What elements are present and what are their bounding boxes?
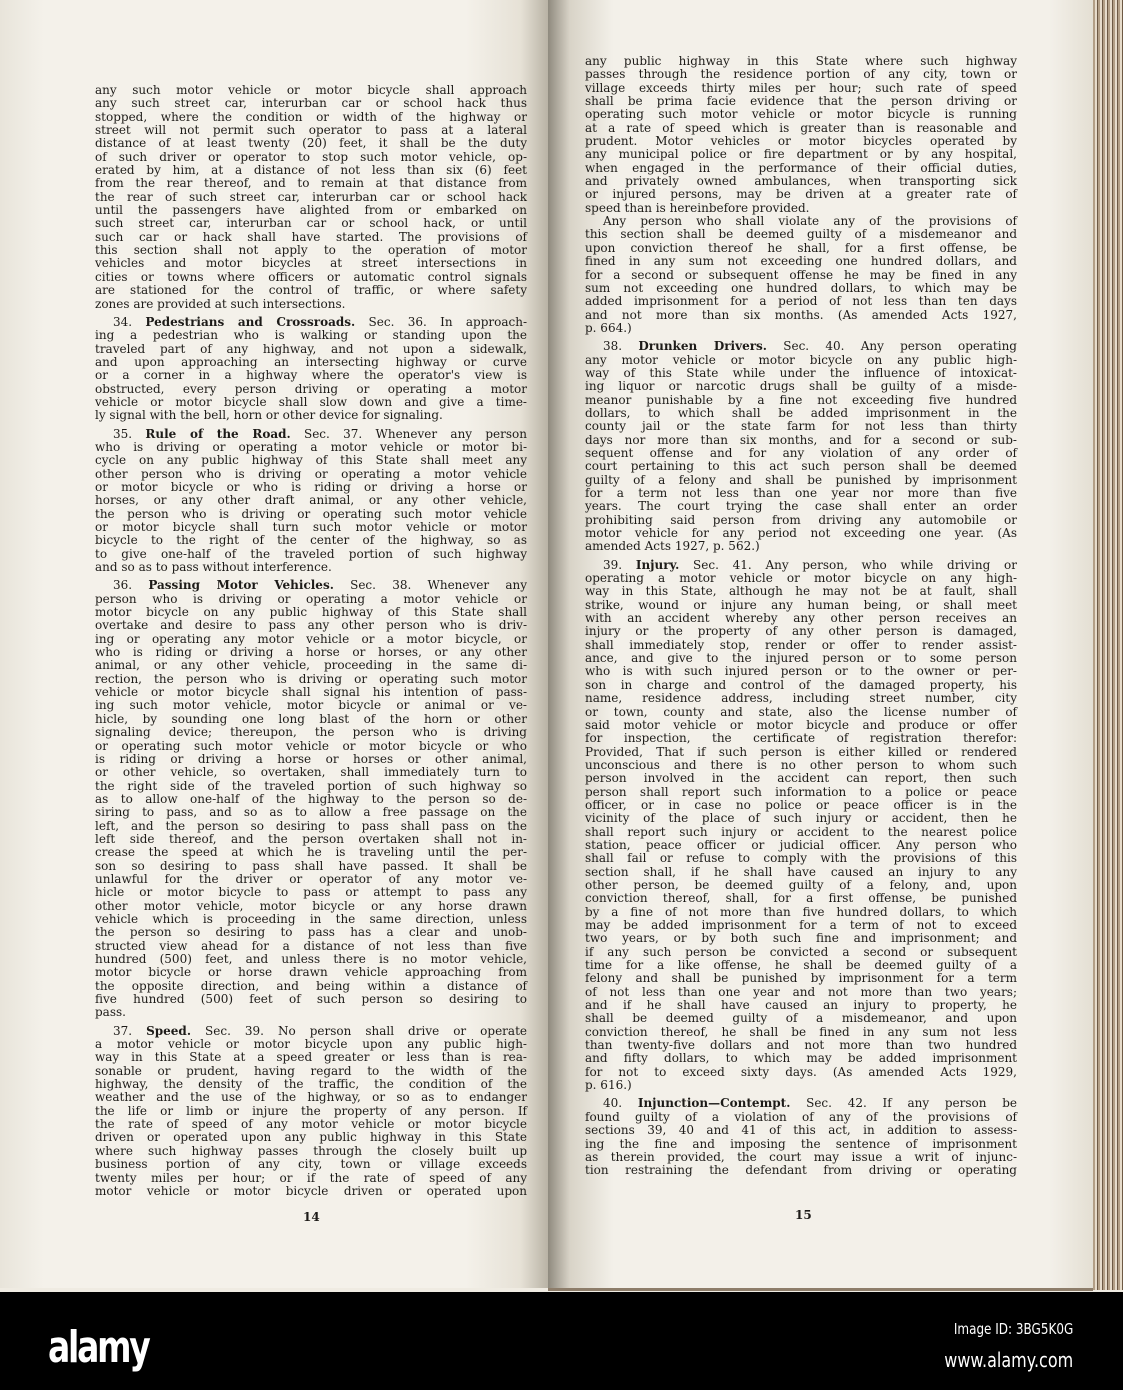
text-line: and not more than six months. (As amended Acts 1927, bbox=[585, 307, 1017, 322]
section-paragraph bbox=[585, 559, 1017, 1093]
text-line: and upon approaching an intersecting highway or curve bbox=[95, 354, 527, 369]
text-line: the life or limb or injure the property of any person. If bbox=[95, 1103, 527, 1118]
section-number: 35. bbox=[113, 426, 133, 441]
text-line: by a fine of not more than five hundred dollars, to which bbox=[585, 904, 1017, 919]
text-line: this section shall not apply to the operation of motor bbox=[95, 243, 527, 258]
text-line: sonable or prudent, having regard to the width of the bbox=[95, 1063, 527, 1078]
line-text: Sec. 42. If any person be bbox=[790, 1096, 1017, 1111]
text-line: or motor bicycle shall turn such motor vehicle or motor bbox=[95, 520, 527, 534]
text-line: prudent. Motor vehicles or motor bicycles operated by bbox=[585, 134, 1017, 149]
text-line: the rear of such street car, interurban car or school hack bbox=[95, 189, 527, 204]
text-line: the rate of speed of any motor vehicle or motor bicycle bbox=[95, 1117, 527, 1132]
text-line: or other vehicle, so overtaken, shall immediately turn to bbox=[95, 765, 527, 780]
text-line: and if he shall have caused an injury to property, he bbox=[585, 998, 1017, 1013]
text-line: motor bicycle on any public highway of this State shall bbox=[95, 605, 527, 620]
text-line: for inspection, the certificate of registration therefor: bbox=[585, 731, 1017, 746]
text-line: added imprisonment for a period of not less than ten days bbox=[585, 294, 1017, 309]
text-line: such car or hack shall have started. The provisions of bbox=[95, 229, 527, 244]
text-line: ing liquor or narcotic drugs shall be guilty of a misde- bbox=[585, 379, 1017, 394]
text-line bbox=[95, 428, 527, 441]
text-line: other person who is driving or operating a motor vehicle bbox=[95, 466, 527, 481]
text-line: any motor vehicle or motor bicycle on any public high- bbox=[585, 352, 1017, 367]
text-line: time for a like offense, he shall be deemed guilty of a bbox=[585, 958, 1017, 973]
text-line: hicle, by sounding one long blast of the horn or other bbox=[95, 711, 527, 726]
text-line bbox=[585, 559, 1017, 572]
text-line: business portion of any city, town or village exceeds bbox=[95, 1157, 527, 1172]
text-line: for a term not less than one year nor more than five bbox=[585, 486, 1017, 500]
text-line: and so as to pass without interference. bbox=[95, 560, 332, 575]
text-line: other person, be deemed guilty of a felony, and, upon bbox=[585, 877, 1017, 892]
text-line: such street car, interurban car or school hack, or until bbox=[95, 216, 527, 231]
text-line: weather and the use of the highway, or so as to endanger bbox=[95, 1090, 527, 1105]
text-line: unconscious and there is no other person to whom such bbox=[585, 757, 1017, 772]
text-line: village exceeds thirty miles per hour; such rate of speed bbox=[585, 80, 1017, 95]
text-line: highway, the density of the traffic, the condition of the bbox=[95, 1077, 527, 1092]
text-line: two years, or by both such fine and imprisonment; and bbox=[585, 931, 1017, 946]
line-text: Sec. 41. Any person, who while driving or bbox=[679, 557, 1017, 572]
text-line: street will not permit such operator to pass at a lateral bbox=[95, 123, 527, 138]
section-heading: Injunction—Contempt. bbox=[637, 1096, 791, 1111]
text-line: five hundred (500) feet of such person so desiring to bbox=[95, 992, 527, 1007]
text-line: ing or operating any motor vehicle or a motor bicycle, or bbox=[95, 631, 527, 646]
text-line: son so desiring to pass shall have passed. It shall be bbox=[95, 858, 527, 873]
text-line: way in this State at a speed greater or less than is rea- bbox=[95, 1050, 527, 1065]
section-heading: Speed. bbox=[146, 1023, 192, 1038]
page-number: 14 bbox=[303, 1210, 320, 1224]
text-line: motor vehicle or motor bicycle driven or operated upon bbox=[95, 1183, 527, 1198]
text-line: who is driving or operating a motor vehicle or motor bi- bbox=[95, 439, 527, 454]
text-line: at a rate of speed which is greater than is reasonable and bbox=[585, 120, 1017, 135]
paragraph bbox=[95, 84, 527, 311]
text-line: who is riding or driving a horse or horses, or any other bbox=[95, 645, 527, 660]
text-line: conviction thereof, shall, for a first offense, be punished bbox=[585, 891, 1017, 906]
line-text: Sec. 38. Whenever any bbox=[333, 578, 527, 593]
text-line: to give one-half of the traveled portion of such highway bbox=[95, 546, 527, 561]
text-line: or town, county and state, also the license number of bbox=[585, 704, 1017, 719]
text-line: guilty of a felony and shall be punished by imprisonment bbox=[585, 472, 1017, 487]
line-text: Sec. 37. Whenever any person bbox=[290, 426, 528, 441]
left-page bbox=[0, 0, 548, 1288]
text-line: person involved in the accident can report, then such bbox=[585, 771, 1017, 786]
text-line: shall report such injury or accident to the nearest police bbox=[585, 824, 1017, 839]
text-line: if any such person be convicted a second or subsequent bbox=[585, 944, 1017, 959]
text-line: stopped, where the condition or width of the highway or bbox=[95, 109, 527, 124]
section-heading: Injury. bbox=[635, 557, 680, 572]
text-line: with an accident whereby any other person receives an bbox=[585, 611, 1017, 626]
text-line: until the passengers have alighted from or embarked on bbox=[95, 203, 527, 218]
text-line: pass. bbox=[95, 1005, 126, 1020]
text-line: shall be prima facie evidence that the person driving or bbox=[585, 94, 1017, 109]
section-heading: Pedestrians and Crossroads. bbox=[145, 314, 356, 329]
text-line: said motor vehicle or motor bicycle and produce or offer bbox=[585, 717, 1017, 732]
section-paragraph bbox=[95, 316, 527, 423]
text-line: officer, or in case no police or peace officer is in the bbox=[585, 797, 1017, 812]
text-line: section shall, if he shall have caused an injury to any bbox=[585, 864, 1017, 879]
text-line: operating such motor vehicle or motor bicycle is running bbox=[585, 107, 1017, 122]
text-line: ing a pedestrian who is walking or standing upon the bbox=[95, 328, 527, 343]
text-line: sum not exceeding one hundred dollars, to which may be bbox=[585, 280, 1017, 295]
text-line: traveled part of any highway, and not upon a sidewalk, bbox=[95, 341, 527, 356]
section-heading: Rule of the Road. bbox=[145, 426, 291, 441]
section-heading: Passing Motor Vehicles. bbox=[148, 578, 334, 593]
text-line: any such motor vehicle or motor bicycle shall approach bbox=[95, 83, 527, 97]
text-line: motor vehicle for any period not exceeding one year. (As bbox=[585, 526, 1017, 541]
text-line: of such driver or operator to stop such motor vehicle, op- bbox=[95, 149, 527, 164]
text-line: son in charge and control of the damaged property, his bbox=[585, 677, 1017, 692]
text-line: vicinity of the place of such injury or accident, then he bbox=[585, 811, 1017, 826]
text-line: ly signal with the bell, horn or other device for signaling. bbox=[95, 408, 443, 423]
text-line: operating a motor vehicle or motor bicycle on any high- bbox=[585, 571, 1017, 586]
text-line: and privately owned ambulances, when transporting sick bbox=[585, 174, 1017, 189]
text-line: fined in any sum not exceeding one hundred dollars, and bbox=[585, 254, 1017, 269]
text-line: amended Acts 1927, p. 562.) bbox=[585, 539, 760, 554]
page-number: 15 bbox=[795, 1208, 812, 1222]
text-line: signaling device; thereupon, the person who is driving bbox=[95, 725, 527, 740]
text-line: vehicle which is proceeding in the same direction, unless bbox=[95, 911, 527, 926]
text-line: way in this State, although he may not be at fault, shall bbox=[585, 584, 1017, 599]
text-line: and fifty dollars, to which may be added imprisonment bbox=[585, 1051, 1017, 1066]
text-line: passes through the residence portion of any city, town or bbox=[585, 67, 1017, 82]
section-number: 38. bbox=[603, 339, 623, 354]
text-line: any municipal police or fire department or by any hospital, bbox=[585, 147, 1017, 162]
text-line: the person who is driving or operating such motor vehicle bbox=[95, 506, 527, 521]
text-line: a motor vehicle or motor bicycle upon any public high- bbox=[95, 1037, 527, 1052]
text-line: Any person who shall violate any of the provisions of bbox=[603, 214, 1017, 229]
page-edges bbox=[1093, 0, 1123, 1290]
image-id: Image ID: 3BG5K0G bbox=[953, 1320, 1073, 1338]
paragraph bbox=[585, 55, 1017, 215]
section-number: 34. bbox=[113, 314, 133, 329]
text-line: driven or operated upon any public highway in this State bbox=[95, 1130, 527, 1145]
text-line: upon conviction thereof he shall, for a first offense, be bbox=[585, 240, 1017, 255]
text-line: shall be deemed guilty of a misdemeanor, and upon bbox=[585, 1011, 1017, 1026]
text-line: this section shall be deemed guilty of a misdemeanor and bbox=[585, 227, 1017, 242]
section-paragraph bbox=[95, 428, 527, 575]
text-line: unlawful for the driver or operator of any motor ve- bbox=[95, 871, 527, 886]
text-line: than twenty-five dollars and not more than two hundred bbox=[585, 1038, 1017, 1053]
text-line: ing such motor vehicle, motor bicycle or animal or ve- bbox=[95, 698, 527, 713]
text-line: from the rear thereof, and to remain at that distance from bbox=[95, 176, 527, 191]
text-line: or a corner in a highway where the operator's view is bbox=[95, 368, 527, 383]
section-number: 40. bbox=[603, 1096, 623, 1111]
section-paragraph bbox=[585, 1097, 1017, 1177]
section-number: 39. bbox=[603, 557, 623, 572]
text-line bbox=[585, 340, 1017, 353]
text-line: cities or towns where officers or automatic control signals bbox=[95, 269, 527, 284]
text-line: structed view ahead for a distance of not less than five bbox=[95, 938, 527, 953]
text-line: p. 664.) bbox=[585, 320, 632, 335]
text-line: felony and shall be punished by imprisonment for a term bbox=[585, 971, 1017, 986]
text-line: for a second or subsequent offense he may be fined in any bbox=[585, 267, 1017, 282]
text-line: who is with such injured person or to the owner or per- bbox=[585, 664, 1017, 679]
text-line: where such highway passes through the closely built up bbox=[95, 1143, 527, 1158]
text-line: erated by him, at a distance of not less than six (6) feet bbox=[95, 163, 527, 178]
text-line: shall fail or refuse to comply with the provisions of this bbox=[585, 851, 1017, 866]
text-line: distance of at least twenty (20) feet, it shall be the duty bbox=[95, 136, 527, 151]
text-line: hundred (500) feet, and unless there is no motor vehicle, bbox=[95, 952, 527, 966]
text-line: speed than is hereinbefore provided. bbox=[585, 200, 810, 215]
text-line: vehicle or motor bicycle shall slow down and give a time- bbox=[95, 394, 527, 409]
line-text: Sec. 36. In approach- bbox=[355, 314, 528, 329]
text-line: sections 39, 40 and 41 of this act, in addition to assess- bbox=[585, 1123, 1017, 1138]
text-line: motor bicycle or horse drawn vehicle approaching from bbox=[95, 965, 527, 980]
text-line: for not to exceed sixty days. (As amended Acts 1929, bbox=[585, 1064, 1017, 1079]
section-paragraph bbox=[585, 340, 1017, 554]
text-line: crease the speed at which he is traveling until the per- bbox=[95, 845, 527, 860]
text-line: cycle on any public highway of this State shall meet any bbox=[95, 453, 527, 468]
text-line: vehicle or motor bicycle shall signal his intention of pass- bbox=[95, 685, 527, 700]
text-line: other motor vehicle, motor bicycle or any horse drawn bbox=[95, 898, 527, 913]
text-line: county jail or the state farm for not less than thirty bbox=[585, 419, 1017, 434]
text-line: the right side of the traveled portion of such highway so bbox=[95, 778, 527, 793]
text-line: or injured persons, may be driven at a greater rate of bbox=[585, 187, 1017, 202]
text-line: station, peace officer or judicial officer. Any person who bbox=[585, 837, 1017, 852]
text-line: prohibiting said person from driving any automobile or bbox=[585, 512, 1017, 527]
text-line bbox=[95, 579, 527, 592]
text-line: way of this State while under the influence of intoxicat- bbox=[585, 365, 1017, 380]
text-line: any such street car, interurban car or school hack thus bbox=[95, 96, 527, 111]
text-line: bicycle to the right of the center of the highway, so as bbox=[95, 533, 527, 548]
text-line: person who is driving or operating a motor vehicle or bbox=[95, 591, 527, 606]
section-paragraph bbox=[95, 1025, 527, 1198]
line-text: Sec. 39. No person shall drive or operate bbox=[191, 1023, 527, 1038]
text-line: as therein provided, the court may issue a writ of injunc- bbox=[585, 1149, 1017, 1164]
text-line: overtake and desire to pass any other person who is driv- bbox=[95, 618, 527, 633]
site-url: www.alamy.com bbox=[944, 1348, 1073, 1372]
text-line: horses, or any other draft animal, or any other vehicle, bbox=[95, 493, 527, 508]
text-line: Provided, That if such person is either killed or rendered bbox=[585, 744, 1017, 759]
text-line bbox=[95, 316, 527, 329]
text-line: court pertaining to this act such person shall be deemed bbox=[585, 459, 1017, 474]
text-line: ing the fine and imposing the sentence of imprisonment bbox=[585, 1136, 1017, 1151]
text-line: are stationed for the control of traffic, or where safety bbox=[95, 283, 527, 298]
text-line: ance, and give to the injured person or to some person bbox=[585, 651, 1017, 666]
text-line: person shall report such information to a police or peace bbox=[585, 784, 1017, 799]
text-line: as to allow one-half of the highway to the person so de- bbox=[95, 791, 527, 806]
text-line: is riding or driving a horse or horses or other animal, bbox=[95, 751, 527, 766]
text-line: tion restraining the defendant from driving or operating bbox=[585, 1163, 1017, 1178]
text-line bbox=[585, 1097, 1017, 1110]
text-line: name, residence address, including street number, city bbox=[585, 691, 1017, 706]
section-number: 37. bbox=[113, 1023, 133, 1038]
text-line: or motor bicycle or who is riding or driving a horse or bbox=[95, 479, 527, 494]
text-line: the person so desiring to pass has a clear and unob- bbox=[95, 925, 527, 940]
text-line: when engaged in the performance of their official duties, bbox=[585, 160, 1017, 175]
text-line: strike, wound or injure any human being, or shall meet bbox=[585, 597, 1017, 612]
text-line: or operating such motor vehicle or motor bicycle or who bbox=[95, 738, 527, 753]
section-heading: Drunken Drivers. bbox=[638, 339, 767, 354]
text-line: days nor more than six months, and for a second or sub- bbox=[585, 432, 1017, 447]
text-line: left, and the person so desiring to pass shall pass on the bbox=[95, 818, 527, 833]
text-line: siring to pass, and so as to allow a free passage on the bbox=[95, 805, 527, 820]
text-line: rection, the person who is driving or operating such motor bbox=[95, 671, 527, 686]
text-line: twenty miles per hour; or if the rate of speed of any bbox=[95, 1170, 527, 1185]
text-line: dollars, to which shall be added imprisonment in the bbox=[585, 405, 1017, 420]
right-page-text bbox=[585, 55, 1017, 1183]
text-line: hicle or motor bicycle to pass or attempt to pass any bbox=[95, 885, 527, 900]
text-line: animal, or any other vehicle, proceeding in the same di- bbox=[95, 658, 527, 673]
section-number: 36. bbox=[113, 578, 133, 593]
text-line: injury or the property of any other person is damaged, bbox=[585, 624, 1017, 639]
section-paragraph bbox=[95, 579, 527, 1019]
text-line: any public highway in this State where such highway bbox=[585, 54, 1017, 68]
text-line: sequent offense and for any violation of any order of bbox=[585, 445, 1017, 460]
text-line: found guilty of a violation of any of the provisions of bbox=[585, 1109, 1017, 1124]
text-line: of not less than one year and not more than two years; bbox=[585, 984, 1017, 999]
line-text: Sec. 40. Any person operating bbox=[766, 339, 1017, 354]
text-line: zones are provided at such intersections. bbox=[95, 296, 346, 311]
paragraph bbox=[585, 215, 1017, 335]
text-line: shall immediately stop, render or offer to render assist- bbox=[585, 637, 1017, 652]
text-line: conviction thereof, he shall be fined in any sum not less bbox=[585, 1024, 1017, 1039]
watermark-footer bbox=[0, 1292, 1123, 1390]
text-line: years. The court trying the case shall enter an order bbox=[585, 499, 1017, 514]
text-line: p. 616.) bbox=[585, 1078, 632, 1093]
right-page bbox=[548, 0, 1093, 1291]
left-page-text bbox=[95, 84, 527, 1203]
text-line: may be added imprisonment for a term of not to exceed bbox=[585, 918, 1017, 932]
text-line: vehicles and motor bicycles at street intersections in bbox=[95, 256, 527, 271]
alamy-logo: alamy bbox=[48, 1322, 149, 1373]
text-line bbox=[95, 1025, 527, 1038]
text-line: meanor punishable by a fine not exceeding five hundred bbox=[585, 392, 1017, 407]
text-line: left side thereof, and the person overtaken shall not in- bbox=[95, 831, 527, 846]
text-line: obstructed, every person driving or operating a motor bbox=[95, 381, 527, 396]
text-line: the opposite direction, and being within a distance of bbox=[95, 978, 527, 993]
